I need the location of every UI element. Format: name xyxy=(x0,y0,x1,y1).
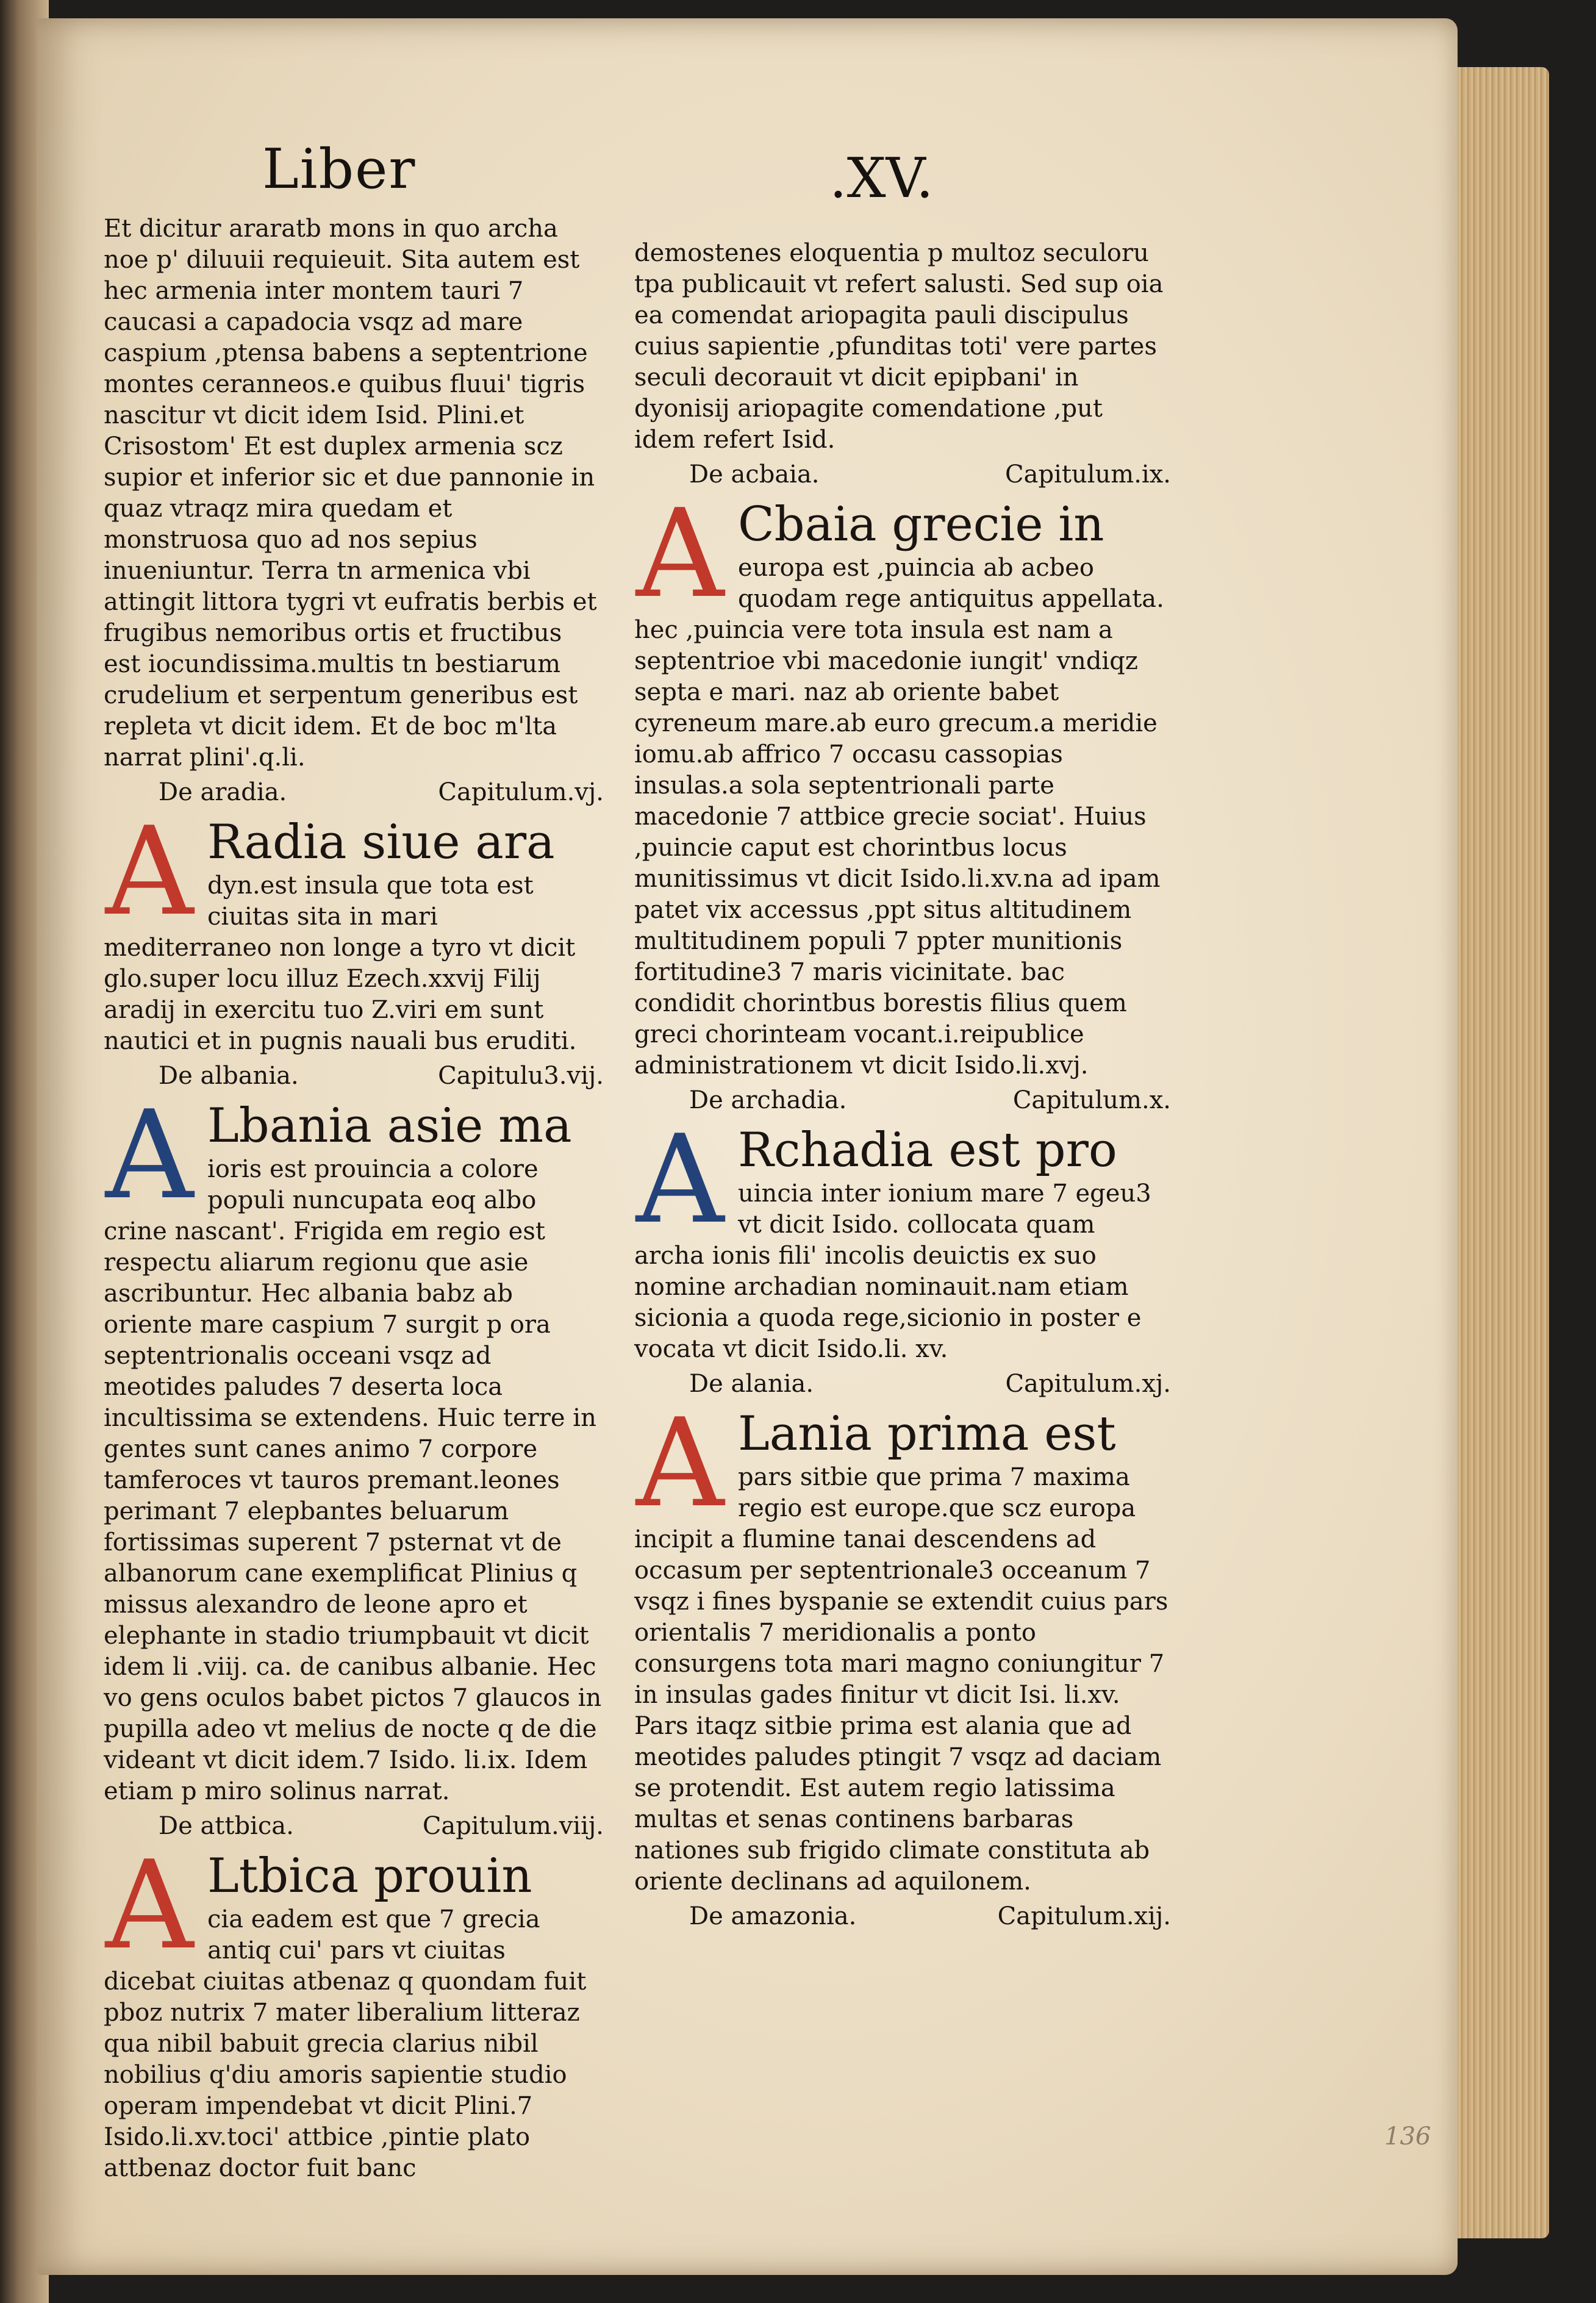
chapter-8-incipit: Ltbica prouin xyxy=(207,1849,532,1904)
chapter-11-text: pars sitbie que prima 7 maxima regio est europe.que scz europa incipit a flumine tanai descendens ad occasum per septentrionale3 occeanum 7 vsqz i fines byspanie se extendit cuius pars orientalis 7 meridionalis a ponto consurgens tota mari magno coniungitur 7 in insulas gades finitur vt dicit Isi. li.xv. Pars itaqz sitbie prima est alania que ad meotides paludes ptingit 7 vsqz ad daciam se protendit. Est autem regio latissima multas et senas continens barbaras nationes sub frigido climate constituta ab oriente declinans ad aquilonem. xyxy=(634,1463,1168,1896)
chapter-6-incipit: Radia siue ara xyxy=(207,815,555,870)
chapter-11-heading xyxy=(689,1369,1171,1400)
chapter-7-heading xyxy=(159,1061,604,1092)
chapter-11-title: De alania. xyxy=(689,1370,814,1398)
chapter-9-initial: A xyxy=(635,483,725,625)
chapter-8-text: cia eadem est que 7 grecia antiq cui' pars vt ciuitas dicebat ciuitas atbenaz q quondam fuit pboz nutrix 7 mater liberalium litteraz qua nibil babuit grecia clarius nibil nobilius q'diu amoris sapientie studio operam impendebat vt dicit Plini.7 Isido.li.xv.toci' attbice ,pintie plato attbenaz doctor fuit banc xyxy=(104,1905,587,2182)
chapter-9-incipit: Cbaia grecie in xyxy=(738,497,1104,552)
chapter-11-initial: A xyxy=(635,1392,725,1535)
chapter-12-heading xyxy=(689,1901,1171,1932)
folio-number: 136 xyxy=(1384,2122,1431,2151)
chapter-10-initial: A xyxy=(635,1109,725,1251)
chapter-11-number: Capitulum.xj. xyxy=(1005,1370,1171,1398)
chapter-7-initial: A xyxy=(105,1084,194,1227)
chapter-11-entry xyxy=(634,1392,1171,1897)
chapter-8-number: Capitulum.viij. xyxy=(422,1812,604,1840)
chapter-7-entry xyxy=(104,1084,604,1807)
chapter-9-heading xyxy=(689,459,1171,490)
chapter-11-incipit: Lania prima est xyxy=(738,1406,1116,1461)
chapter-10-heading xyxy=(689,1085,1171,1116)
chapter-9-entry xyxy=(634,483,1171,1081)
left-column xyxy=(104,213,604,2184)
chapter-9-text: europa est ,puincia ab acbeo quodam rege antiquitus appellata. hec ,puincia vere tota insula est nam a septentrioe vbi macedonie iungit' vndiqz septa e mari. naz ab oriente babet cyreneum mare.ab euro grecum.a meridie iomu.ab affrico 7 occasu cassopias insulas.a sola septentrionali parte macedonie 7 attbice grecie sociat'. Huius ,puincie caput est chorintbus locus munitissimus vt dicit Isido.li.xv.na ad ipam patet vix accessus ,ppt situs altitudinem multitudinem populi 7 ppter munitionis fortitudine3 7 maris vicinitate. bac condidit chorintbus borestis filius quem greci chorinteam vocant.i.reipublice administrationem vt dicit Isido.li.xvj. xyxy=(634,554,1164,1080)
chapter-7-incipit: Lbania asie ma xyxy=(207,1098,572,1153)
chapter-7-title: De albania. xyxy=(159,1062,299,1090)
chapter-9-number: Capitulum.ix. xyxy=(1005,460,1171,489)
chapter-10-incipit: Rchadia est pro xyxy=(738,1123,1117,1178)
right-column xyxy=(634,238,1171,1935)
chapter-8-heading xyxy=(159,1811,604,1842)
chapter-6-title: De aradia. xyxy=(159,778,287,806)
chapter-10-title: De archadia. xyxy=(689,1086,847,1114)
chapter-12-number: Capitulum.xij. xyxy=(997,1902,1171,1930)
right-intro-text: demostenes eloquentia p multoz seculoru tpa publicauit vt refert salusti. Sed sup oia ea comendat ariopagita pauli discipulus cuius sapientie ,pfunditas toti' vere partes seculi decorauit vt dicit epipbani' in dyonisij ariopagite comendatione ,put idem refert Isid. xyxy=(634,239,1164,454)
page-edges xyxy=(1458,67,1549,2238)
chapter-6-initial: A xyxy=(105,801,194,943)
chapter-6-text: dyn.est insula que tota est ciuitas sita in mari mediterraneo non longe a tyro vt dicit glo.super locu illuz Ezech.xxvij Filij aradij in exercitu tuo Z.viri em sunt nautici et in pugnis nauali bus eruditi. xyxy=(104,872,577,1055)
chapter-7-text: ioris est prouincia a colore populi nuncupata eoq albo crine nascant'. Frigida em regio est respectu aliarum regionu que asie ascribuntur. Hec albania babz ab oriente mare caspium 7 surgit p ora septentrionalis occeani vsqz ad meotides paludes 7 deserta loca incultissima se extendens. Huic terre in gentes sunt canes animo 7 corpore tamferoces vt tauros premant.leones perimant 7 elepbantes beluarum fortissimas superent 7 psternat vt de albanorum cane exemplificat Plinius q missus alexandro de leone apro et elephante in stadio triumpbauit vt dicit idem li .viij. ca. de canibus albanie. Hec vo gens oculos babet pictos 7 glaucos in pupilla adeo vt melius de nocte q de die videant vt dicit idem.7 Isido. li.ix. Idem etiam p miro solinus narrat. xyxy=(104,1155,602,1805)
chapter-8-entry xyxy=(104,1835,604,2184)
chapter-12-title: De amazonia. xyxy=(689,1902,857,1930)
chapter-10-number: Capitulum.x. xyxy=(1012,1086,1171,1114)
chapter-7-number: Capitulu3.vij. xyxy=(438,1062,604,1090)
chapter-6-heading xyxy=(159,777,604,808)
chapter-10-text: uincia inter ionium mare 7 egeu3 vt dicit Isido. collocata quam archa ionis fili' incolis deuictis ex suo nomine archadian nominauit.nam etiam sicionia a quoda rege,sicionio in poster e vocata vt dicit Isido.li. xv. xyxy=(634,1180,1151,1363)
chapter-9-title: De acbaia. xyxy=(689,460,820,489)
running-head-left: Liber xyxy=(262,137,417,201)
chapter-8-title: De attbica. xyxy=(159,1812,294,1840)
chapter-10-entry xyxy=(634,1109,1171,1365)
chapter-6-entry xyxy=(104,801,604,1057)
chapter-8-initial: A xyxy=(105,1835,194,1977)
running-head-right: .XV. xyxy=(829,146,934,210)
left-intro-text: Et dicitur araratb mons in quo archa noe p' diluuii requieuit. Sita autem est hec armenia inter montem tauri 7 caucasi a capadocia vsqz ad mare caspium ,ptensa babens a septentrione montes ceranneos.e quibus fluui' tigris nascitur vt dicit idem Isid. Plini.et Crisostom' Et est duplex armenia scz supior et inferior sic et due pannonie in quaz vtraqz mira quedam et monstruosa quo ad nos sepius inueniuntur. Terra tn armenica vbi attingit littora tygri vt eufratis berbis et frugibus nemoribus ortis et fructibus est iocundissima.multis tn bestiarum crudelium et serpentum generibus est repleta vt dicit idem. Et de boc m'lta narrat plini'.q.li. xyxy=(104,215,597,772)
chapter-6-number: Capitulum.vj. xyxy=(438,778,604,806)
